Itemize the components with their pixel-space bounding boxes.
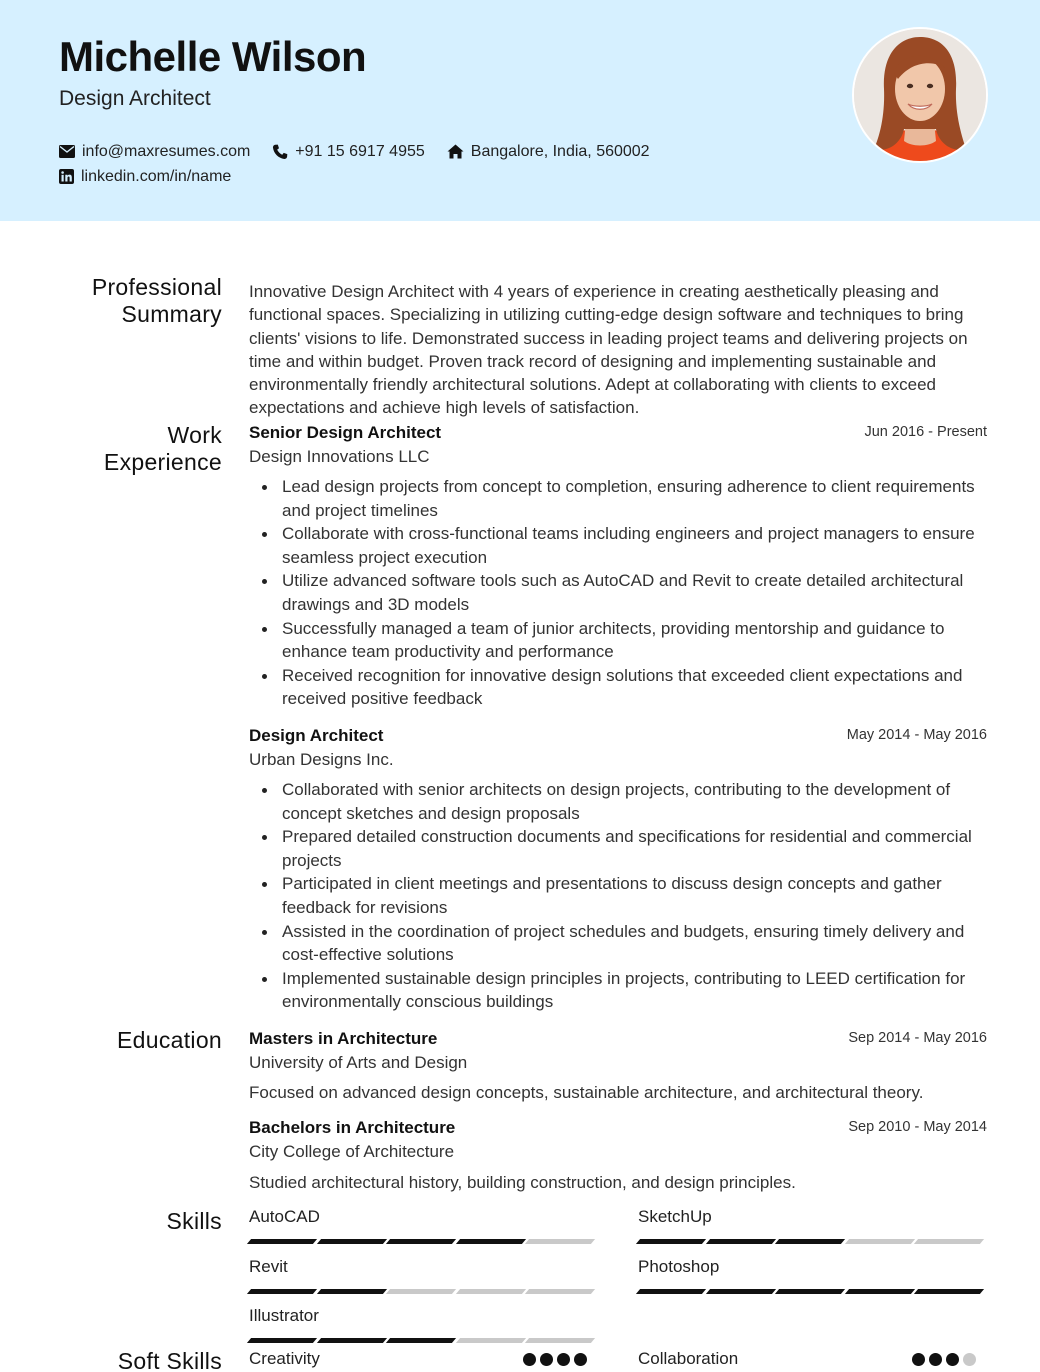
education-entry [249, 1027, 987, 1104]
rating-dot [963, 1353, 976, 1366]
linkedin-contact[interactable] [59, 168, 231, 186]
skill-level-segment [455, 1289, 525, 1294]
skill-level-segment [455, 1338, 525, 1343]
skill-level-segment [914, 1289, 984, 1294]
skill-level-bar [249, 1239, 597, 1244]
job-title: Design Architect [249, 726, 384, 745]
rating-dot [912, 1353, 925, 1366]
skill-item [638, 1257, 986, 1294]
envelope-icon [59, 145, 75, 158]
education-entry [249, 1116, 987, 1194]
skill-level-segment [525, 1239, 595, 1244]
skill-level-segment [316, 1338, 386, 1343]
skill-level-segment [247, 1338, 317, 1343]
skill-level-segment [636, 1239, 706, 1244]
skill-level-segment [775, 1239, 845, 1244]
skills-heading: Skills [166, 1208, 222, 1234]
job-company: Urban Designs Inc. [249, 750, 394, 769]
soft-skill-item [638, 1349, 976, 1369]
list-item: Assisted in the coordination of project schedules and budgets, ensuring timely delivery and cost-effective solutions [249, 920, 987, 967]
skill-level-segment [525, 1338, 595, 1343]
skill-item [249, 1306, 597, 1343]
rating-dot [946, 1353, 959, 1366]
list-item: Participated in client meetings and presentations to discuss design concepts and gather feedback for revisions [249, 872, 987, 919]
skill-level-segment [316, 1239, 386, 1244]
candidate-title: Design Architect [59, 87, 211, 110]
skill-item [249, 1257, 597, 1294]
contact-info [59, 139, 672, 189]
job-bullets [249, 475, 987, 711]
skill-item [249, 1207, 597, 1244]
education-heading: Education [117, 1027, 222, 1053]
list-item: Utilize advanced software tools such as AutoCAD and Revit to create detailed architectural drawings and 3D models [249, 569, 987, 616]
job-entry [249, 421, 987, 711]
email-contact[interactable] [59, 143, 250, 161]
work-heading: Work Experience [103, 422, 222, 475]
rating-dot [574, 1353, 587, 1366]
location-contact [447, 143, 650, 161]
phone-contact[interactable] [272, 143, 424, 161]
skill-level-segment [386, 1239, 456, 1244]
skill-level-segment [844, 1289, 914, 1294]
skill-level-segment [455, 1239, 525, 1244]
soft-skill-rating [908, 1353, 976, 1366]
school-name: University of Arts and Design [249, 1053, 468, 1072]
skill-level-bar [249, 1289, 597, 1294]
linkedin-text: linkedin.com/in/name [81, 167, 232, 185]
list-item: Successfully managed a team of junior architects, providing mentorship and guidance to enhance team productivity and performance [249, 617, 987, 664]
list-item: Collaborate with cross-functional teams including engineers and project managers to ensure seamless project execution [249, 522, 987, 569]
job-date: May 2014 - May 2016 [846, 727, 987, 743]
degree-title: Masters in Architecture [249, 1029, 438, 1048]
rating-dot [540, 1353, 553, 1366]
soft-skills-heading: Soft Skills [117, 1348, 222, 1372]
list-item: Collaborated with senior architects on design projects, contributing to the development of concept sketches and design proposals [249, 778, 987, 825]
skill-level-segment [247, 1289, 317, 1294]
list-item: Implemented sustainable design principles in projects, contributing to LEED certification for environmentally conscious buildings [249, 967, 987, 1014]
skill-name: Photoshop [638, 1257, 720, 1276]
skill-level-bar [638, 1239, 986, 1244]
skill-level-segment [914, 1239, 984, 1244]
skill-level-segment [636, 1289, 706, 1294]
soft-skill-rating [519, 1353, 587, 1366]
soft-skill-name: Collaboration [638, 1349, 739, 1368]
degree-title: Bachelors in Architecture [249, 1118, 456, 1137]
skill-level-segment [844, 1239, 914, 1244]
job-bullets [249, 778, 987, 1014]
skill-level-segment [316, 1289, 386, 1294]
list-item: Lead design projects from concept to completion, ensuring adherence to client requirements and project timelines [249, 475, 987, 522]
profile-photo [852, 27, 988, 163]
rating-dot [929, 1353, 942, 1366]
job-date: Jun 2016 - Present [864, 424, 987, 440]
education-description: Studied architectural history, building construction, and design principles. [249, 1173, 796, 1192]
header-banner [0, 0, 1040, 221]
list-item: Prepared detailed construction documents and specifications for residential and commercial projects [249, 825, 987, 872]
skill-name: SketchUp [638, 1207, 712, 1226]
skill-level-bar [249, 1338, 597, 1343]
soft-skill-item [249, 1349, 587, 1369]
location-text: Bangalore, India, 560002 [470, 142, 650, 160]
skill-item [638, 1207, 986, 1244]
summary-heading: Professional Summary [91, 274, 222, 327]
skill-name: AutoCAD [249, 1207, 320, 1226]
skill-level-bar [638, 1289, 986, 1294]
email-text: info@maxresumes.com [82, 142, 251, 160]
home-icon [447, 144, 464, 159]
list-item: Received recognition for innovative design solutions that exceeded client expectations and received positive feedback [249, 664, 987, 711]
skill-level-segment [386, 1338, 456, 1343]
job-company: Design Innovations LLC [249, 447, 430, 466]
phone-icon [272, 144, 288, 160]
linkedin-icon [59, 169, 74, 184]
skill-name: Revit [249, 1257, 288, 1276]
rating-dot [523, 1353, 536, 1366]
education-date: Sep 2010 - May 2014 [848, 1119, 987, 1135]
skill-level-segment [386, 1289, 456, 1294]
job-entry [249, 724, 987, 1014]
skill-level-segment [775, 1289, 845, 1294]
skill-level-segment [705, 1289, 775, 1294]
portrait-illustration [854, 29, 986, 161]
rating-dot [557, 1353, 570, 1366]
summary-text: Innovative Design Architect with 4 years of experience in creating aesthetically pleasing and functional spaces. Specializing in utilizing cutting-edge design software and techniques to bring clients' visions to life. Demonstrated success in leading project teams and delivering projects on time and within budget. Proven track record of designing and implementing sustainable and environmentally friendly architectural solutions. Adept at collaborating with clients to exceed expectations and achieve high levels of satisfaction. [249, 282, 968, 418]
education-date: Sep 2014 - May 2016 [848, 1030, 987, 1046]
candidate-name: Michelle Wilson [59, 33, 367, 80]
education-description: Focused on advanced design concepts, sustainable architecture, and architectural theory. [249, 1083, 924, 1102]
school-name: City College of Architecture [249, 1142, 455, 1161]
job-title: Senior Design Architect [249, 423, 442, 442]
skill-name: Illustrator [249, 1306, 319, 1325]
phone-text: +91 15 6917 4955 [295, 142, 425, 160]
skill-level-segment [525, 1289, 595, 1294]
soft-skill-name: Creativity [249, 1349, 320, 1368]
skill-level-segment [705, 1239, 775, 1244]
skill-level-segment [247, 1239, 317, 1244]
